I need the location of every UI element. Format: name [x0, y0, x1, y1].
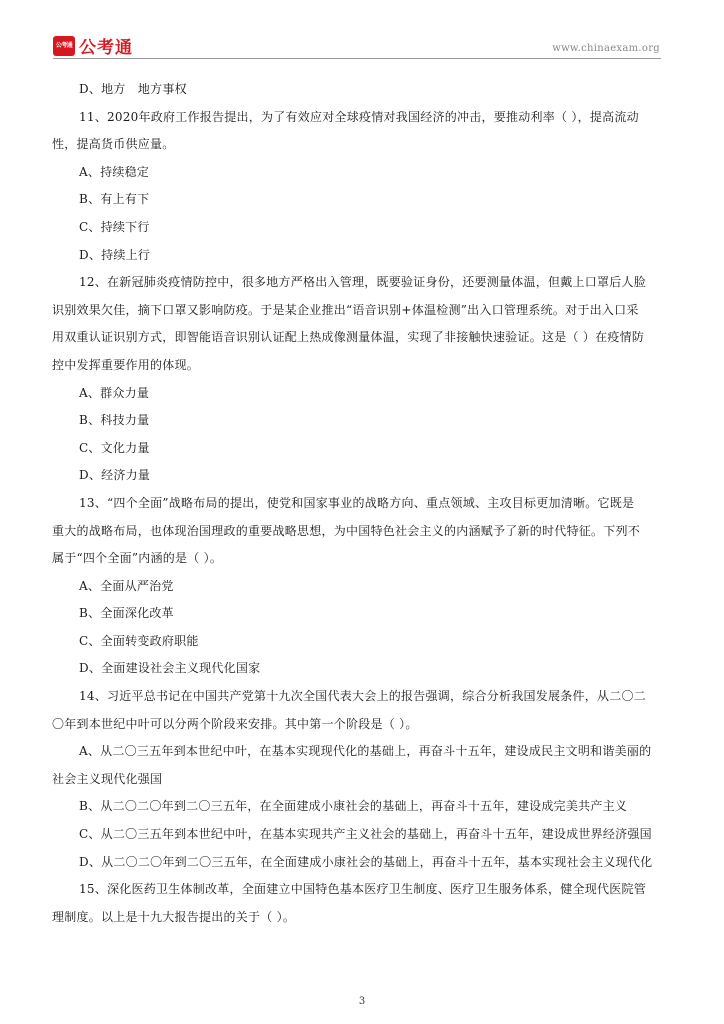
header-divider: [53, 58, 661, 59]
question-stem-line: 15、深化医药卫生体制改革，全面建立中国特色基本医疗卫生制度、医疗卫生服务体系，健全现代医院管: [79, 882, 647, 897]
site-url: www.chinaexam.org: [552, 43, 660, 54]
question-stem-continuation: 识别效果欠佳，摘下口罩又影响防疫。于是某企业推出“语音识别+体温检测”出入口管理系统。对于出入口采: [52, 302, 639, 317]
answer-option: D、地方 地方事权: [79, 82, 187, 96]
question-stem-continuation: 理制度。以上是十九大报告提出的关于（ ）。: [52, 909, 296, 924]
answer-option: D、从二〇二〇年到二〇三五年，在全面建成小康社会的基础上，再奋斗十五年，基本实现社会主义现代化: [79, 854, 653, 869]
answer-option-continuation: 社会主义现代化强国: [52, 771, 163, 786]
question-stem-continuation: 性，提高货币供应量。: [52, 137, 175, 152]
answer-option: A、从二〇三五年到本世纪中叶，在基本实现现代化的基础上，再奋斗十五年，建设成民主文明和谐美丽的: [79, 744, 652, 759]
question-stem-line: 13、“四个全面”战略布局的提出，使党和国家事业的战略方向、重点领域、主攻目标更加清晰。它既是: [79, 495, 635, 510]
answer-option: C、全面转变政府职能: [79, 633, 199, 648]
answer-option: D、经济力量: [79, 468, 151, 483]
logo-text: 公考通: [79, 38, 133, 58]
page-number: 3: [358, 996, 366, 1007]
answer-option: C、文化力量: [79, 440, 150, 455]
question-stem-line: 12、在新冠肺炎疫情防控中，很多地方严格出入管理，既要验证身份，还要测量体温，但戴上口罩后人脸: [79, 275, 647, 290]
answer-option: C、从二〇三五年到本世纪中叶，在基本实现共产主义社会的基础上，再奋斗十五年，建设成世界经济强国: [79, 827, 652, 842]
question-stem-continuation: 属于“四个全面”内涵的是（ ）。: [52, 551, 223, 566]
answer-option: D、持续上行: [79, 247, 151, 262]
answer-option: C、持续下行: [79, 219, 150, 234]
question-stem-continuation: 控中发挥重要作用的体现。: [52, 357, 200, 372]
question-stem-line: 14、习近平总书记在中国共产党第十九次全国代表大会上的报告强调，综合分析我国发展条件，从二〇二: [79, 689, 647, 704]
answer-option: A、群众力量: [79, 385, 150, 400]
answer-option: A、全面从严治党: [79, 578, 174, 593]
question-stem-line: 11、2020年政府工作报告提出，为了有效应对全球疫情对我国经济的冲击，要推动利率（ ），提高流动: [79, 109, 639, 124]
page-header: [0, 0, 724, 64]
logo-badge-icon: 公考通: [53, 36, 75, 56]
question-stem-continuation: 用双重认证识别方式，即智能语音识别认证配上热成像测量体温，实现了非接触快速验证。这是（ ）在疫情防: [52, 330, 645, 345]
answer-option: B、从二〇二〇年到二〇三五年，在全面建成小康社会的基础上，再奋斗十五年，建设成完美共产主义: [79, 799, 628, 814]
brand-logo: [53, 33, 133, 58]
answer-option: D、全面建设社会主义现代化国家: [79, 661, 261, 676]
answer-option: B、有上有下: [79, 192, 150, 207]
question-stem-continuation: 重大的战略布局，也体现治国理政的重要战略思想，为中国特色社会主义的内涵赋予了新的时代特征。下列不: [52, 523, 641, 538]
answer-option: B、全面深化改革: [79, 606, 174, 621]
answer-option: B、科技力量: [79, 413, 150, 428]
question-stem-continuation: 〇年到本世纪中叶可以分两个阶段来安排。其中第一个阶段是（ ）。: [52, 716, 418, 731]
document-body: [52, 76, 669, 931]
answer-option: A、持续稳定: [79, 164, 150, 179]
